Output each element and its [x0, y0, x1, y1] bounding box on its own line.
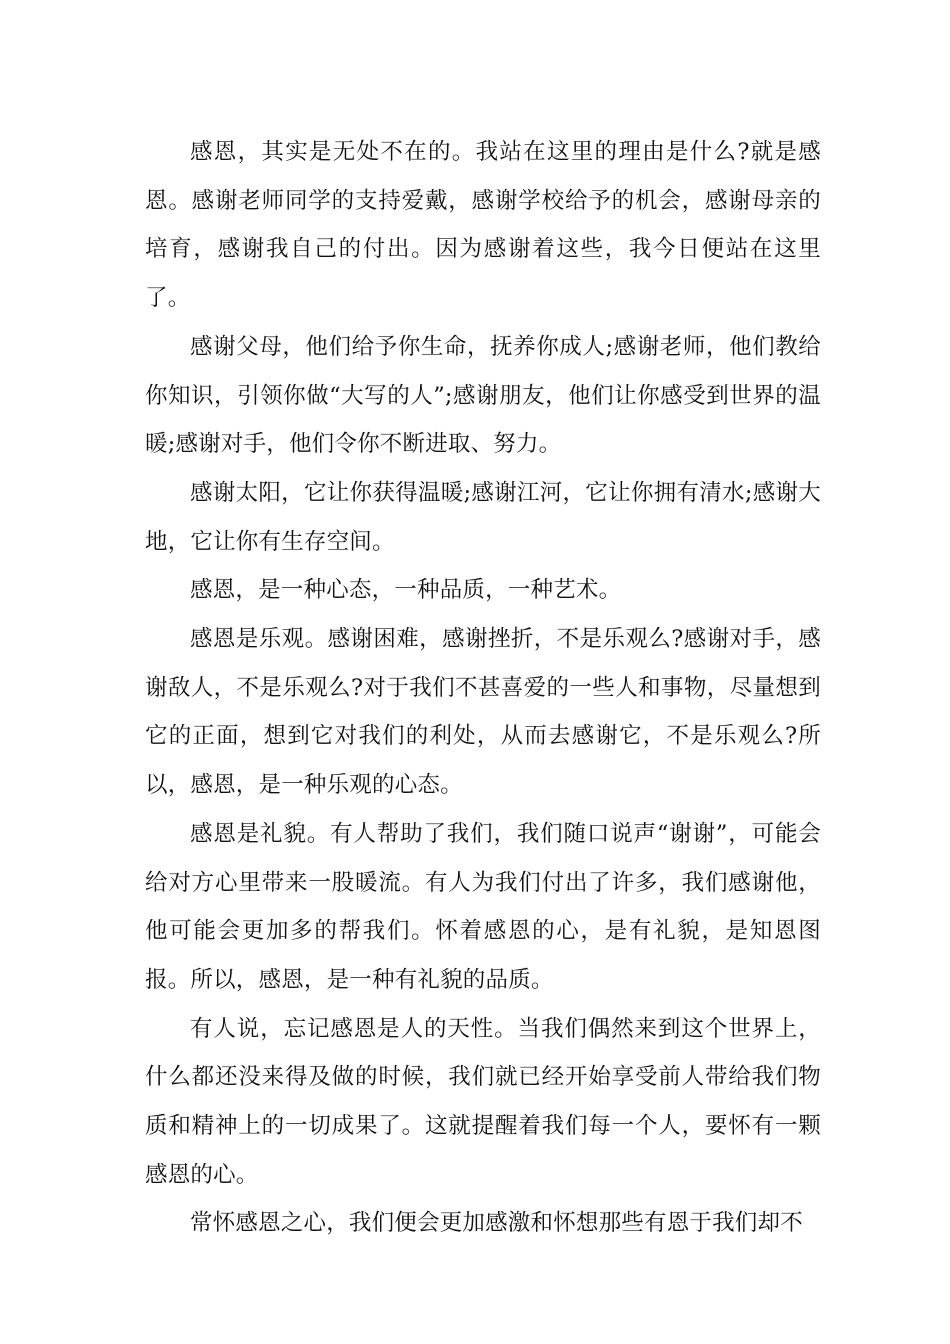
paragraph: 感恩是礼貌。有人帮助了我们，我们随口说声“谢谢”，可能会给对方心里带来一股暖流。有人为我们付出了许多，我们感谢他，他可能会更加多的帮我们。怀着感恩的心，是有礼貌，是知恩图报。所以，感恩，是一种有礼貌的品质。	[145, 820, 821, 993]
paragraph: 常怀感恩之心，我们便会更加感激和怀想那些有恩于我们却不	[190, 1210, 803, 1237]
paragraph: 感谢太阳，它让你获得温暖;感谢江河，它让你拥有清水;感谢大地，它让你有生存空间。	[145, 479, 821, 555]
paragraph: 感恩，是一种心态，一种品质，一种艺术。	[190, 577, 622, 604]
paragraph: 感谢父母，他们给予你生命，抚养你成人;感谢老师，他们教给你知识，引领你做“大写的人”;感谢朋友，他们让你感受到世界的温暖;感谢对手，他们令你不断进取、努力。	[145, 333, 821, 458]
paragraph: 感恩，其实是无处不在的。我站在这里的理由是什么?就是感恩。感谢老师同学的支持爱戴，感谢学校给予的机会，感谢母亲的培育，感谢我自己的付出。因为感谢着这些，我今日便站在这里了。	[145, 139, 821, 312]
paragraph: 感恩是乐观。感谢困难，感谢挫折，不是乐观么?感谢对手，感谢敌人，不是乐观么?对于我们不甚喜爱的一些人和事物，尽量想到它的正面，想到它对我们的利处，从而去感谢它，不是乐观么?所以，感恩，是一种乐观的心态。	[145, 626, 821, 799]
document-body	[145, 128, 821, 1248]
paragraph: 有人说，忘记感恩是人的天性。当我们偶然来到这个世界上，什么都还没来得及做的时候，我们就已经开始享受前人带给我们物质和精神上的一切成果了。这就提醒着我们每一个人，要怀有一颗感恩的心。	[145, 1015, 821, 1188]
